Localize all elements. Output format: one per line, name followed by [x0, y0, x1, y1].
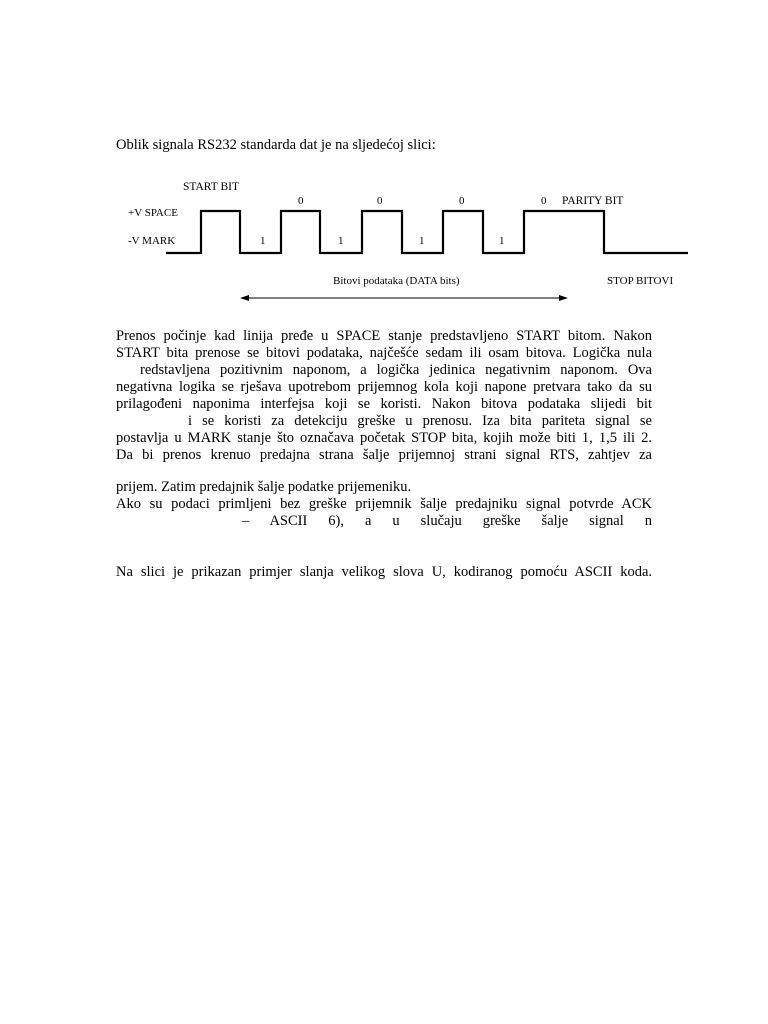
rs232-signal-diagram: [0, 170, 768, 320]
bit-one-label: 1: [419, 235, 425, 247]
body-line: Prenos počinje kad linija pređe u SPACE stanje predstavljeno START bitom. Nakon: [116, 328, 652, 344]
body-line: prijem. Zatim predajnik šalje podatke prijemeniku.: [116, 479, 412, 495]
parity-bit-label: PARITY BIT: [562, 195, 624, 207]
body-line: START bita prenose se bitovi podataka, najčešće sedam ili osam bitova. Logička nula: [116, 345, 652, 361]
data-bits-label: Bitovi podataka (DATA bits): [333, 275, 460, 287]
bit-zero-label: 0: [298, 195, 304, 207]
closing-line: Na slici je prikazan primjer slanja velikog slova U, kodiranog pomoću ASCII koda.: [116, 564, 652, 580]
bit-one-label: 1: [338, 235, 344, 247]
start-bit-label: START BIT: [183, 181, 240, 193]
body-line: redstavljena pozitivnim naponom, a logička jedinica negativnim naponom. Ova: [140, 362, 652, 378]
body-line: prilagođeni naponima interfejsa koji se koristi. Nakon bitova podataka slijedi bit: [116, 396, 652, 412]
bit-zero-label: 0: [541, 195, 547, 207]
body-line: Da bi prenos krenuo predajna strana šalje prijemnoj strani signal RTS, zahtjev za: [116, 447, 652, 463]
arrow-left-head-icon: [240, 295, 249, 301]
bit-one-label: 1: [499, 235, 505, 247]
space-level-label: +V SPACE: [128, 207, 178, 219]
mark-level-label: -V MARK: [128, 235, 176, 247]
body-line: i se koristi za detekciju greške u prenosu. Iza bita pariteta signal se: [188, 413, 652, 429]
body-line: negativna logika se rješava upotrebom prijemnog kola koji napone pretvara tako da su: [116, 379, 652, 395]
body-paragraph: [116, 328, 652, 464]
bit-one-label: 1: [260, 235, 266, 247]
bit-zero-label: 0: [459, 195, 465, 207]
bit-zero-label: 0: [377, 195, 383, 207]
intro-text: Oblik signala RS232 standarda dat je na sljedećoj slici:: [116, 137, 436, 153]
stop-bits-label: STOP BITOVI: [607, 275, 674, 287]
arrow-right-head-icon: [559, 295, 568, 301]
body-line: – ASCII 6), a u slučaju greške šalje signal n: [242, 513, 652, 529]
signal-waveform: [166, 211, 688, 253]
body-line: postavlja u MARK stanje što označava početak STOP bita, kojih može biti 1, 1,5 ili 2.: [116, 430, 652, 446]
body-paragraph-2: [116, 479, 652, 530]
body-line: Ako su podaci primljeni bez greške prijemnik šalje predajniku signal potvrde ACK: [116, 496, 652, 512]
closing-paragraph: [116, 564, 652, 581]
